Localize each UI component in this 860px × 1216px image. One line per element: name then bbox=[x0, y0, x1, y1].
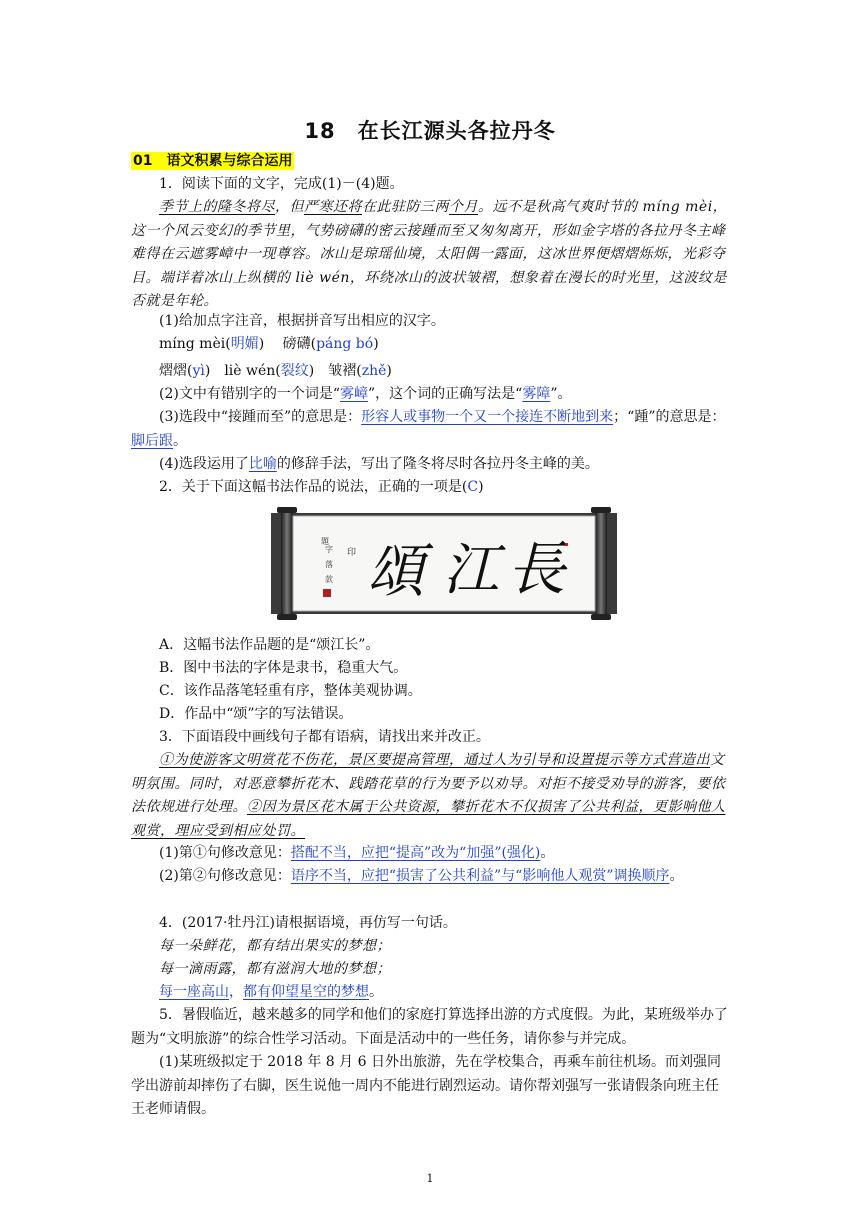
q4-answer-2: 都有仰望星空的梦想 bbox=[243, 984, 369, 1000]
sub2-end: ”。 bbox=[550, 386, 572, 402]
q3-sentence-1: ①为使游客文明赏花不伤花，景区要提高管理，通过人为引导和设置提示等方式营造出 bbox=[159, 752, 710, 768]
r1a-end: ) 磅礴( bbox=[258, 336, 317, 352]
passage-text-3: 。远不是秋高气爽时节的 míng mèi，这一个风云变幻的季节里，气势磅礴的密云接踵而至又匆匆离开，形如金字塔的各拉丹冬主峰难得在云遮雾嶂中一现尊容。冰山是琼瑶仙境，太阳偶一露面，这冰世界便熠熠烁烁，光彩夺目。端详着冰山上纵横的 liè wén，环绕冰山的波状皱褶，想象着在漫长的时光里，这波纹是否就是年轮。 bbox=[131, 199, 728, 309]
q2-option-b: B．图中书法的字体是隶书，稳重大气。 bbox=[159, 660, 408, 676]
answer-zhong: 脚后跟 bbox=[131, 432, 173, 449]
q3-a1-end: 。 bbox=[540, 845, 555, 861]
passage-text-1: ，但 bbox=[275, 199, 304, 215]
passage-underline-1: 季节上的 bbox=[159, 199, 217, 215]
answer-liewen: 裂纹 bbox=[280, 363, 309, 379]
q2-answer: C bbox=[467, 479, 479, 495]
q3-stem: 3．下面语段中画线句子都有语病，请找出来并改正。 bbox=[159, 729, 490, 745]
q3-answer-1 bbox=[131, 842, 731, 866]
calligraphy-image bbox=[271, 507, 617, 620]
answer-wrong-word: 雾嶂 bbox=[340, 386, 368, 402]
q1-passage bbox=[131, 196, 731, 314]
sub4-a: (4)选段运用了 bbox=[159, 456, 249, 472]
sub2-mid: ”，这个词的正确写法是“ bbox=[368, 386, 523, 402]
q1-sub1-row1 bbox=[131, 333, 731, 357]
q4-end: 。 bbox=[369, 984, 383, 1000]
sub4-b: 的修辞手法，写出了隆冬将尽时各拉丹冬主峰的美。 bbox=[276, 456, 599, 472]
page-title: 18 在长江源头各拉丹冬 bbox=[304, 119, 556, 143]
q3-answer-2 bbox=[131, 865, 731, 889]
r2c-end: ) bbox=[386, 363, 392, 379]
q4-answer-1: 每一座高山 bbox=[159, 984, 229, 1000]
q3-sentence-2: ②因为景区花木属于公共资源，攀折花木不仅损害了公共利益，更影响他人观赏，理应受到相应处罚。 bbox=[131, 799, 726, 839]
answer-yi: yì bbox=[192, 363, 205, 379]
sub3-b: ；“踵”的意思是： bbox=[613, 409, 726, 425]
q1-sub4 bbox=[131, 453, 731, 477]
q2-stem bbox=[131, 476, 731, 500]
answer-zhe: zhě bbox=[361, 363, 387, 379]
svg-text:字: 字 bbox=[325, 545, 333, 554]
q4-line-2: 每一滴雨露，都有滋润大地的梦想； bbox=[159, 961, 391, 977]
q4-stem: 4．(2017·牡丹江)请根据语境，再仿写一句话。 bbox=[159, 915, 457, 931]
q3-a1-label: (1)第①句修改意见： bbox=[159, 845, 291, 861]
q3-passage bbox=[131, 749, 731, 843]
svg-text:印: 印 bbox=[347, 548, 357, 558]
q3-a2: 语序不当，应把“损害了公共利益”与“影响他人观赏”调换顺序 bbox=[290, 868, 670, 884]
q1-sub1: (1)给加点字注音，根据拼音写出相应的汉字。 bbox=[159, 313, 445, 329]
q4-comma: ， bbox=[229, 984, 243, 1000]
q3-a1: 搭配不当，应把“提高”改为“加强”(强化) bbox=[290, 845, 541, 861]
answer-mingmei: 明媚 bbox=[230, 336, 259, 352]
passage-dotted-2: 严寒还将 bbox=[304, 199, 362, 215]
r2b-end: ) 皱褶( bbox=[308, 363, 362, 379]
q2-option-d: D．作品中“颂”字的写法错误。 bbox=[159, 706, 353, 722]
passage-dotted-1: 隆冬将尽 bbox=[217, 199, 275, 215]
r1b-end: ) bbox=[373, 336, 379, 352]
q4-line-1: 每一朵鲜花，都有结出果实的梦想； bbox=[159, 938, 391, 954]
q2-option-a: A．这幅书法作品题的是“颂江长”。 bbox=[159, 637, 380, 653]
r1a: míng mèi( bbox=[159, 336, 231, 352]
q4-answer bbox=[131, 981, 731, 1005]
svg-text:頌: 頌 bbox=[367, 537, 426, 605]
q1-stem: 1．阅读下面的文字，完成(1)－(4)题。 bbox=[159, 176, 404, 192]
r2a: 熠熠( bbox=[159, 363, 193, 379]
q3-a2-end: 。 bbox=[669, 868, 684, 884]
sub3-a: (3)选段中“接踵而至”的意思是： bbox=[159, 409, 362, 425]
sub2-a: (2)文中有错别字的一个词是“ bbox=[159, 386, 340, 402]
q1-sub3 bbox=[131, 406, 731, 453]
svg-text:江: 江 bbox=[443, 538, 499, 603]
answer-correct-word: 雾障 bbox=[522, 386, 551, 402]
page-number: 1 bbox=[426, 1172, 434, 1185]
q2-stem-text: 2．关于下面这幅书法作品的说法，正确的一项是( bbox=[159, 479, 468, 495]
svg-text:題: 題 bbox=[320, 537, 330, 545]
q3-passage-middle: 文明氛围。同时，对恶意攀折花木、践踏花草的行为要予以劝导。对拒不接受劝导的游客，要依法依规进行处理。 bbox=[131, 752, 726, 815]
answer-pangbo: páng bó bbox=[316, 336, 374, 352]
passage-text-2: 在此驻防三两 bbox=[362, 199, 449, 215]
section-heading: 01 语文积累与综合运用 bbox=[133, 153, 293, 169]
q1-sub1-row2 bbox=[131, 360, 731, 384]
answer-rhetoric: 比喻 bbox=[248, 456, 277, 472]
q2-stem-end: ) bbox=[478, 479, 484, 495]
q1-sub2 bbox=[131, 383, 731, 407]
svg-text:長: 長 bbox=[507, 535, 566, 603]
q3-a2-label: (2)第②句修改意见： bbox=[159, 868, 291, 884]
answer-meaning: 形容人或事物一个又一个接连不断地到来 bbox=[361, 409, 614, 425]
q5-stem: 5．暑假临近，越来越多的同学和他们的家庭打算选择出游的方式度假。为此，某班级举办了题为“文明旅游”的综合性学习活动。下面是活动中的一些任务，请你参与并完成。 bbox=[131, 1007, 728, 1047]
svg-text:款: 款 bbox=[325, 575, 333, 584]
passage-underline-2: 个月 bbox=[449, 199, 478, 215]
r2a-end: ) liè wén( bbox=[204, 363, 281, 379]
sub3-c: 。 bbox=[173, 432, 187, 449]
svg-text:落: 落 bbox=[325, 560, 333, 569]
q2-option-c: C．该作品落笔轻重有序，整体美观协调。 bbox=[159, 683, 422, 699]
q5-sub1: (1)某班级拟定于 2018 年 8 月 6 日外出旅游，先在学校集合，再乘车前往机场。而刘强同学出游前却摔伤了右脚，医生说他一周内不能进行剧烈运动。请你帮刘强写一张请假条向班主任王老师请假。 bbox=[131, 1054, 721, 1117]
